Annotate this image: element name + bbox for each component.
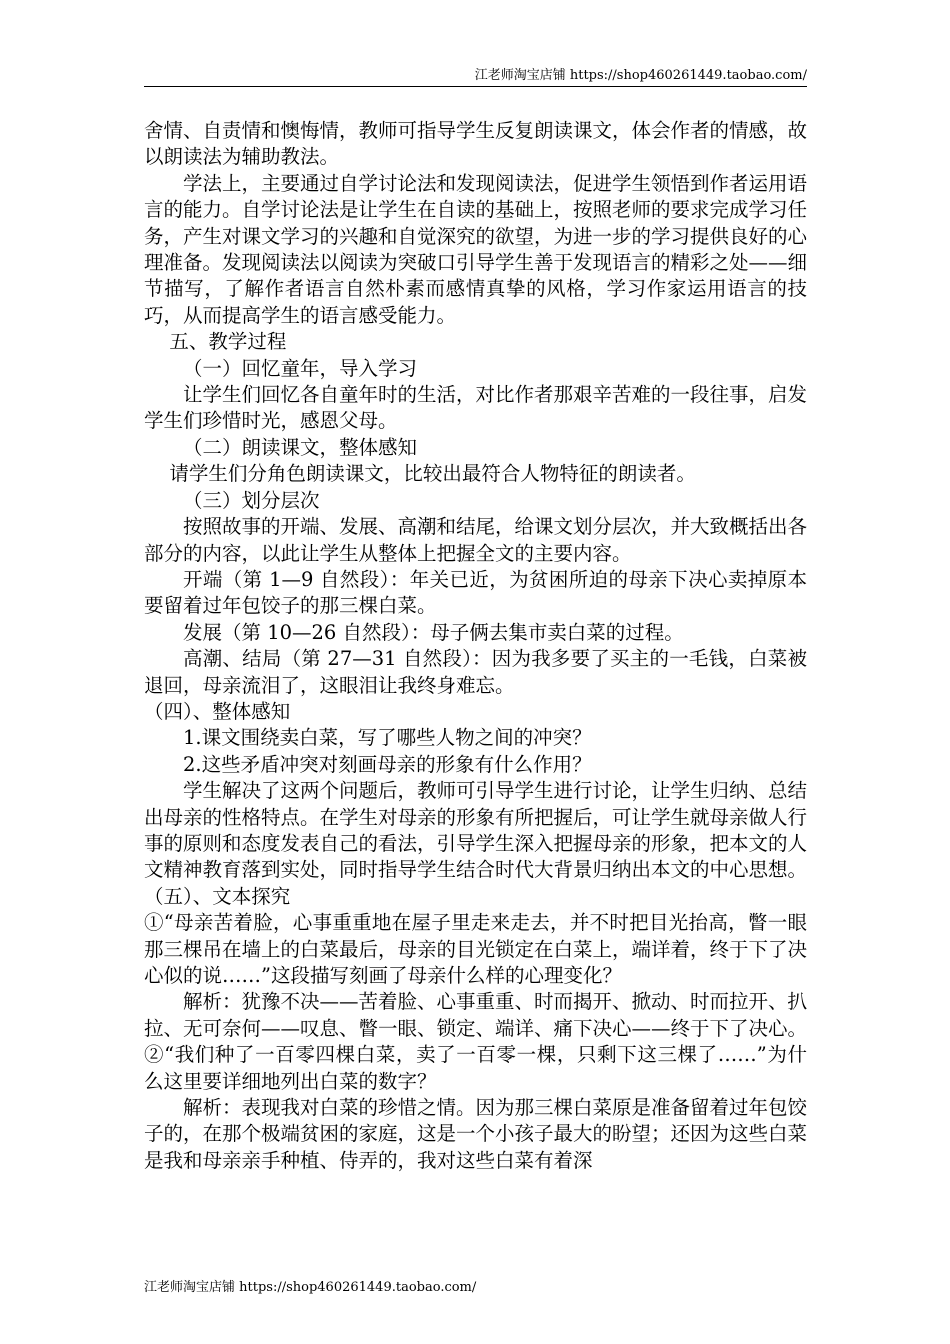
section-heading: 五、教学过程 (169, 330, 287, 354)
paragraph: 学法上，主要通过自学讨论法和发现阅读法，促进学生领悟到作者运用语言的能力。自学讨论法是让学生在自读的基础上，按照老师的要求完成学习任务，产生对课文学习的兴趣和自觉深究的欲望，为进一步的学习提供良好的心理准备。发现阅读法以阅读为突破口引导学生善于发现语言的精彩之处——细节描写，了解作者语言自然朴素而感情真挚的风格，学习作家运用语言的技巧，从而提高学生的语言感受能力。 (144, 171, 808, 327)
page-header: 江老师淘宝店铺 https://shop460261449.taobao.com/ (474, 68, 807, 83)
paragraph: 舍情、自责情和懊悔情，教师可指导学生反复朗读课文，体会作者的情感，故以朗读法为辅助教法。 (144, 119, 808, 169)
subsection-heading: （三）划分层次 (183, 488, 320, 512)
answer: 解析：表现我对白菜的珍惜之情。因为那三棵白菜原是准备留着过年包饺子的，在那个极端贫困的家庭，这是一个小孩子最大的盼望；还因为这些白菜是我和母亲亲手种植、侍弄的，我对这些白菜有着深 (144, 1096, 808, 1172)
paragraph: 按照故事的开端、发展、高潮和结尾，给课文划分层次，并大致概括出各部分的内容，以此让学生从整体上把握全文的主要内容。 (144, 515, 808, 565)
question: 1.课文围绕卖白菜，写了哪些人物之间的冲突？ (183, 726, 592, 750)
subsection-heading: （五）、文本探究 (144, 884, 291, 908)
paragraph: 学生解决了这两个问题后，教师可引导学生进行讨论，让学生归纳、总结出母亲的性格特点。在学生对母亲的形象有所把握后，可让学生就母亲做人行事的原则和态度发表自己的看法，引导学生深入把握母亲的形象，把本文的人文精神教育落到实处，同时指导学生结合时代大背景归纳出本文的中心思想。 (144, 779, 808, 882)
paragraph: 高潮、结局（第 27—31 自然段）：因为我多要了买主的一毛钱，白菜被退回，母亲流泪了，这眼泪让我终身难忘。 (144, 647, 807, 697)
paragraph: 让学生们回忆各自童年时的生活，对比作者那艰辛苦难的一段往事，启发学生们珍惜时光，感恩父母。 (144, 383, 808, 433)
question: ②“我们种了一百零四棵白菜，卖了一百零一棵，只剩下这三棵了……”为什么这里要详细地列出白菜的数字？ (144, 1043, 807, 1093)
paragraph: 请学生们分角色朗读课文，比较出最符合人物特征的朗读者。 (169, 462, 696, 486)
header-rule (144, 86, 807, 87)
question: 2.这些矛盾冲突对刻画母亲的形象有什么作用？ (183, 752, 592, 776)
paragraph: 发展（第 10—26 自然段）：母子俩去集市卖白菜的过程。 (183, 620, 684, 644)
document-body (144, 118, 807, 1174)
subsection-heading: （一）回忆童年，导入学习 (183, 356, 418, 380)
page-footer: 江老师淘宝店铺 https://shop460261449.taobao.com/ (144, 1280, 477, 1295)
subsection-heading: （二）朗读课文，整体感知 (183, 435, 418, 459)
answer: 解析：犹豫不决——苦着脸、心事重重、时而揭开、掀动、时而拉开、扒拉、无可奈何——叹息、瞥一眼、锁定、端详、痛下决心——终于下了决心。 (144, 990, 808, 1040)
subsection-heading: （四）、整体感知 (144, 699, 291, 723)
paragraph: 开端（第 1—9 自然段）：年关已近，为贫困所迫的母亲下决心卖掉原本要留着过年包饺子的那三棵白菜。 (144, 567, 807, 618)
question: ①“母亲苦着脸，心事重重地在屋子里走来走去，并不时把目光抬高，瞥一眼那三棵吊在墙上的白菜最后，母亲的目光锁定在白菜上，端详着，终于下了决心似的说……”这段描写刻画了母亲什么样的心理变化？ (144, 911, 808, 987)
